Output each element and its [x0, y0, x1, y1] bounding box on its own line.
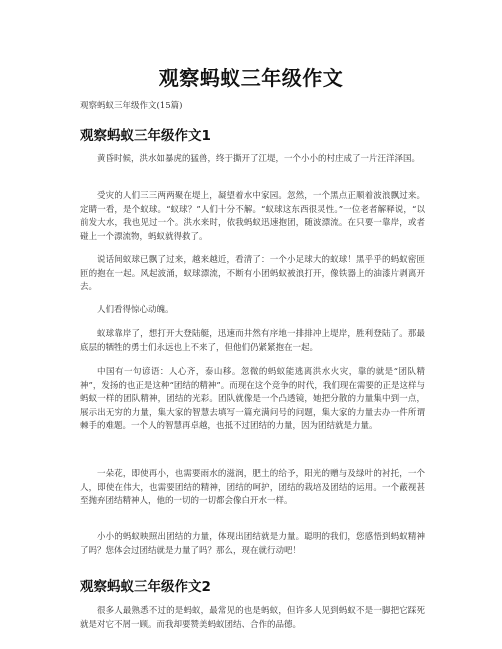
paragraph: 一朵花，即使再小，也需要雨水的滋润，肥土的给予，阳光的赠与及绿叶的衬托，一个人，即使在伟大，也需要团结的精神，团结的呵护，团结的栽培及团结的运用。一个蔽视甚至抛弃团结精神人，他的一切的一切都会像白开水一样。 [80, 469, 425, 506]
paragraph: 人们看得惊心动魄。 [97, 305, 174, 315]
paragraph: 很多人最熟悉不过的是蚂蚁，最常见的也是蚂蚁，但许多人见到蚂蚁不是一脚把它踩死就是对它不屑一顾。而我却要赞美蚂蚁团结、合作的品德。 [80, 606, 425, 630]
paragraph: 说话间蚁球已飘了过来，越来越近，看清了：一个小足球大的蚁球！黑乎乎的蚂蚁密匝匝的抱在一起。风起波涌，蚁球漂流，不断有小团蚂蚁被浪打开，像铁器上的油漆片剥离开去。 [80, 255, 425, 292]
paragraph: 蚁球靠岸了，想打开大登陆艇，迅速而井然有序地一排排冲上堤岸，胜利登陆了。那最底层的牺牲的勇士们永远也上不来了，但他们仍紧紧抱在一起。 [80, 329, 425, 353]
paragraph: 受灾的人们三三两两聚在堤上，凝望着水中家园。忽然，一个黑点正顺着波浪飘过来。定睛一看，是个蚁球。“蚁球？”人们十分不解。“蚁球这东西很灵性。”一位老者解释说，“以前发大水，我也见过一个。洪水来时，依我蚂蚁迅速抱团，随波漂流。在只要一靠岸，或者碰上一个漂流物，蚂蚁就得救了。 [80, 191, 425, 242]
section-heading-2: 观察蚂蚁三年级作文2 [80, 579, 211, 595]
section-heading-1: 观察蚂蚁三年级作文1 [80, 128, 211, 144]
paragraph: 黄昏时候，洪水如暴虎的猛兽，终于撕开了江堤，一个小小的村庄成了一片汪洋泽国。 [97, 154, 421, 164]
document-subtitle: 观察蚂蚁三年级作文(15篇) [80, 101, 183, 111]
paragraph: 中国有一句谚语：人心齐，泰山移。忽微的蚂蚁能逃离洪水火灾，靠的就是“团队精神”，发扬的也正是这种“团结的精神”。而现在这个竞争的时代，我们现在需要的正是这样与蚂蚁一样的团队精神，团结的光彩。团队就像是一个凸透镜，她把分散的力量集中到一点，展示出无穷的力量，集大家的智慧去填写一篇充满问号的问题，集大家的力量去办一件所谓棘手的难题。一个人的智慧再卓越，也抵不过团结的力量，因为团结就是力量。 [80, 367, 425, 431]
paragraph: 小小的蚂蚁映照出团结的力量，体现出团结就是力量。聪明的我们，您感悟到蚂蚁精神了吗？您体会过团结就是力量了吗？那么，现在就行动吧！ [80, 532, 425, 556]
page-title: 观察蚂蚁三年级作文 [158, 66, 344, 90]
